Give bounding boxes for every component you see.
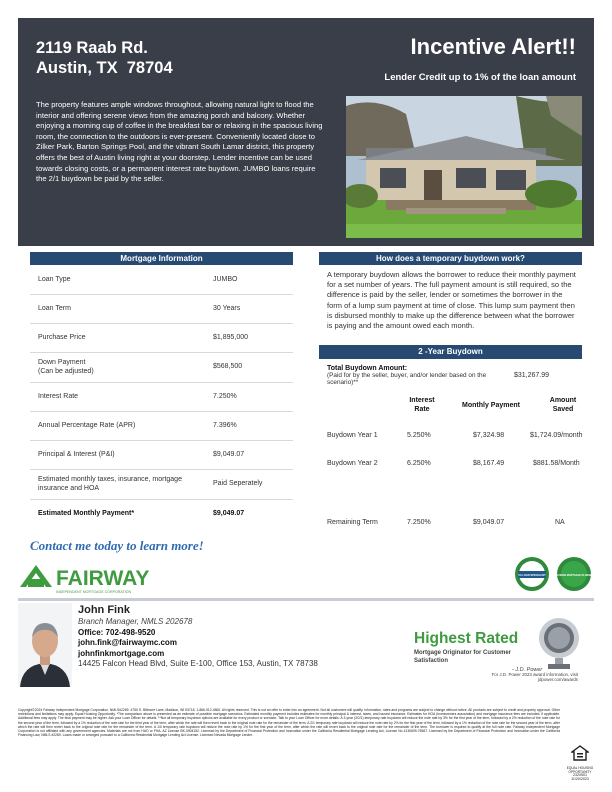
mortgage-info-header: Mortgage Information (30, 252, 293, 265)
mortgage-info-table (30, 266, 293, 528)
va-loan-specialist-badge (514, 556, 550, 592)
row-label: Buydown Year 1 (327, 432, 378, 439)
col-monthly-payment: Monthly Payment (462, 402, 520, 409)
logo-wordmark: FAIRWAY (56, 567, 150, 590)
address-line-1: 2119 Raab Rd. (36, 39, 148, 57)
award-trophy-icon (534, 614, 584, 670)
two-year-buydown-header: 2 -Year Buydown (319, 345, 582, 359)
row-label: Loan Term (38, 304, 71, 312)
property-photo (346, 96, 582, 238)
agent-phone[interactable]: Office: 702-498-9520 (78, 627, 156, 637)
logo-subtext: INDEPENDENT MORTGAGE CORPORATION (56, 590, 132, 594)
row-value: 7.250% (213, 392, 237, 400)
mortgage-info-row (30, 266, 293, 295)
mortgage-info-row (30, 295, 293, 324)
temp-buydown-text: A temporary buydown allows the borrower to reduce their monthly payment for a set number of years. The full payment amount is still required, so the difference is paid by the seller, lender or sometimes the borrower in the form of a lump sum payment at time of close. This lump sum payment then is disbursed monthly to make up the difference between what the borrower is paying and the amount owed each month. (327, 270, 576, 331)
jd-power-award (414, 630, 542, 673)
col-amount-saved: Amount Saved (549, 397, 577, 413)
row-value: 7.396% (213, 421, 237, 429)
agent-email[interactable]: john.fink@fairwaymc.com (78, 638, 177, 648)
agent-info (78, 604, 318, 670)
row-label: Loan Type (38, 275, 71, 283)
address-line-2: Austin, TX 78704 (36, 59, 173, 77)
agent-name: John Fink (78, 604, 130, 616)
row-saved: $881.58/Month (533, 460, 580, 467)
row-payment: $9,049.07 (473, 519, 505, 526)
row-rate: 6.250% (407, 460, 431, 467)
mortgage-info-row (30, 441, 293, 470)
office-address: 14425 Falcon Head Blvd, Suite E-100, Office 153, Austin, TX 78738 (78, 659, 318, 669)
contact-cta: Contact me today to learn more! (30, 538, 204, 553)
row-label: Purchase Price (38, 333, 86, 341)
incentive-alert-subtitle: Lender Credit up to 1% of the loan amount (384, 72, 576, 83)
award-source: - J.D. Power (512, 667, 543, 673)
agent-website[interactable]: johnfinkmortgage.com (78, 648, 165, 658)
property-description: The property features ample windows throughout, allowing natural light to flood the interior and offering serene views from the amazing porch and balcony. Whether enjoying a morning cup of coffee in the breakfast bar or relaxing in the spacious living room, the connection to the outdoors is ever-present. Conveniently located close to Zilker Park, Barton Springs Pool, and the vibrant South Lamar district, this property offers the best of Austin living right at your doorstep. Lender incentive can be used towards closing costs, or a permanent interest rate buydown. JUMBO loans require the 2/1 buydown be paid by the seller. (36, 100, 323, 184)
agent-photo (18, 603, 72, 687)
row-rate: 5.250% (407, 432, 431, 439)
equal-housing-text: EQUAL HOUSING OPPORTUNITY (566, 766, 594, 774)
reverse-mortgage-badge (556, 556, 592, 592)
row-label: Remaining Term (327, 519, 378, 526)
estimated-payment-row (30, 500, 293, 528)
total-buydown (327, 365, 582, 387)
row-label: Estimated Monthly Payment* (38, 509, 135, 517)
row-label: Down Payment (Can be adjusted) (38, 359, 94, 375)
row-saved: $1,724.09/month (530, 432, 583, 439)
award-note: For J.D. Power 2023 award information, visit jdpower.com/awards (491, 672, 578, 683)
row-value: $9,049.07 (213, 509, 245, 517)
header-banner (18, 18, 594, 246)
equal-housing-logo (566, 745, 594, 775)
badge-label: REVERSE MORTGAGE PLANNER (556, 574, 592, 577)
property-address (36, 38, 173, 78)
row-value: $1,895,000 (213, 333, 249, 341)
mortgage-info-row (30, 383, 293, 412)
badge-label: VA LOAN SPECIALIST (518, 574, 546, 578)
row-payment: $7,324.98 (473, 432, 505, 439)
section-divider (18, 598, 594, 601)
row-payment: $8,167.49 (473, 460, 505, 467)
row-value: $9,049.07 (213, 450, 245, 458)
total-buydown-note: (Paid for by the seller, buyer, and/or lender based on the scenario)** (327, 372, 487, 387)
total-buydown-value: $31,267.99 (514, 372, 550, 379)
row-rate: 7.250% (407, 519, 431, 526)
award-title: Highest Rated (414, 630, 519, 647)
row-value: JUMBO (213, 275, 238, 283)
document-code: 2320501 (573, 773, 587, 777)
row-value: $568,500 (213, 363, 243, 371)
col-interest-rate: Interest Rate (409, 397, 435, 413)
row-label: Buydown Year 2 (327, 460, 378, 467)
incentive-alert-title: Incentive Alert!! (410, 34, 576, 59)
row-label: Annual Percentage Rate (APR) (38, 421, 136, 429)
equal-housing-icon (571, 745, 589, 761)
row-value: 30 Years (213, 304, 241, 312)
temp-buydown-header: How does a temporary buydown work? (319, 252, 582, 265)
row-saved: NA (555, 519, 565, 526)
row-label: Interest Rate (38, 392, 79, 400)
legal-disclaimer: Copyright©2024 Fairway Independent Mortgage Corporation. NMLS#2289. 4750 S. Biltmore Lane, Madison, WI 53718, 1-866-912-4800. All rights reserved. This is not an offer to enter into an agreement. Not all customers will qualify. Information, rates and programs are subject to change without notice. All products are subject to credit and property approval. Other restrictions and limitations may apply. Equal Housing Opportunity. *The comparison above is presented as an estimate of possible mortgage scenarios. Estimated monthly payment includes estimates for monthly principal & interest, taxes, and hazard insurance. Estimates for HOA (homeowners association) and mortgage insurance fees are included, if applicable. Additional fees may apply. The final payment may be higher. Ask your Loan Officer for details. **Not all temporary buydown options are available for every product or scenario. Talk to your Loan Officer for more details. A 3-year (3/2/1) temporary rate buydown will reduce the note rate by 3% for the first year of the term, followed by a 2% reduction of the note rate for the second year of the term, followed by a 1% reduction of the note rate for the third year of the term, after which the rate will then revert back to the original note rate for the remainder of the term. A 2/1 temporary rate buydown will reduce the note rate by 2% for the first year of the term, followed by a 1% reduction of the note rate for the second year of the term, after which the rate will then revert back to the original note rate for the remainder of the term. A 1/0 temporary rate buydown will reduce the note rate by 1% for the first year of the term, after which the rate will revert back to the original note rate for the remainder of the term. The borrower is required to qualify at the full note rate. Fairway Independent Mortgage Corporation is not affiliated with any government agencies. Materials are not from HUD or FHA. AZ License BK-0904152. Licensed by the Department of Financial Protection and Innovation under the California Residential Mortgage Lending Act, License No 4130699-76567. Licensed by the Department of Financial Protection and Innovation under the California Financing Law, NMLS #2289. Loans made or arranged pursuant to a California Residential Mortgage Lending Act License. Licensed Nevada Mortgage Lender. (18, 708, 560, 738)
document-codes (566, 773, 594, 781)
award-subtitle: Mortgage Originator for Customer Satisfaction (414, 650, 512, 664)
mortgage-info-row (30, 412, 293, 441)
total-buydown-label: Total Buydown Amount: (327, 365, 408, 372)
fairway-logo (18, 557, 158, 597)
row-label: Estimated monthly taxes, insurance, mortgage insurance and HOA (38, 476, 182, 492)
row-label: Principal & Interest (P&I) (38, 450, 115, 458)
agent-title: Branch Manager, NMLS 202678 (78, 617, 193, 626)
mortgage-info-row (30, 353, 293, 383)
row-value: Paid Seperately (213, 480, 263, 488)
document-date: 11/20/2023 (571, 777, 589, 782)
mortgage-info-row (30, 470, 293, 500)
mortgage-info-row (30, 324, 293, 353)
